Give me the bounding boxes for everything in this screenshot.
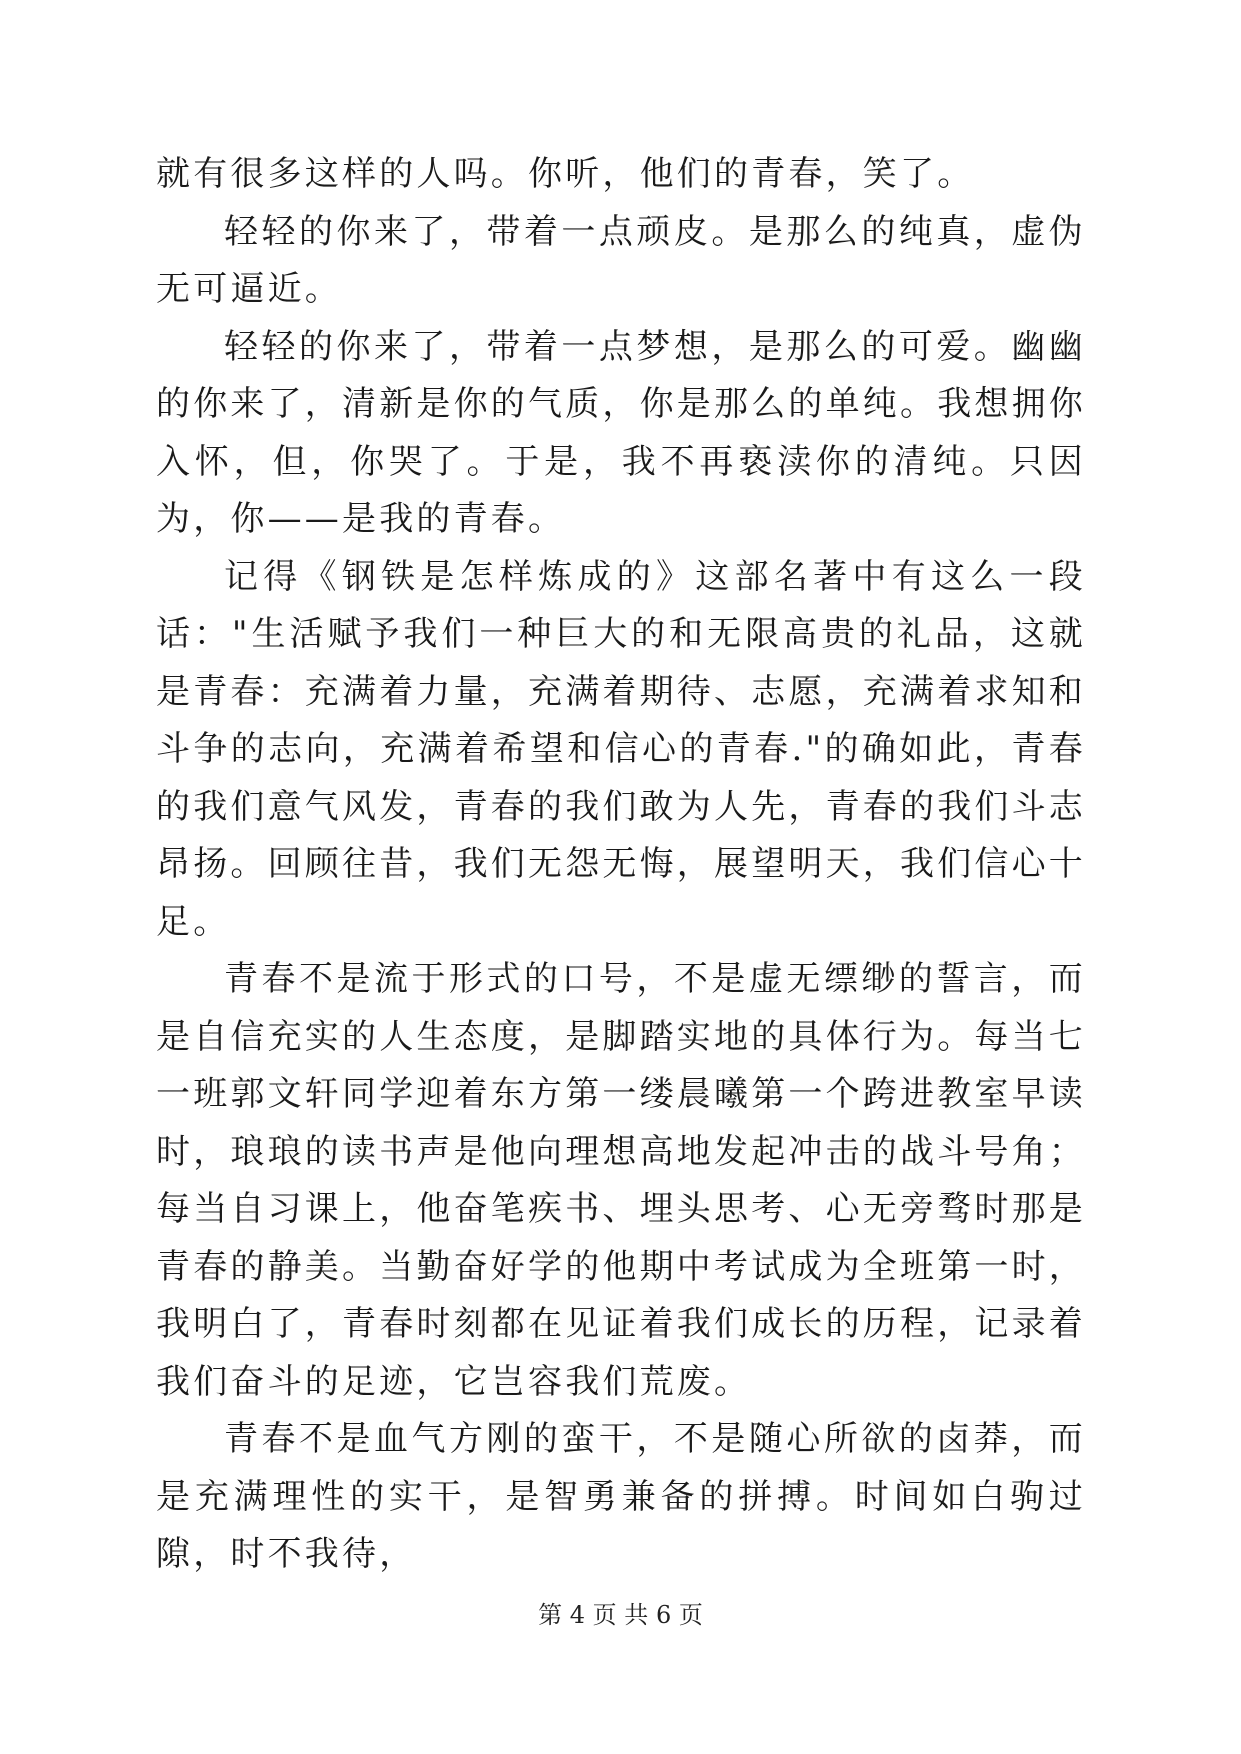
page-number-footer: 第 4 页 共 6 页 <box>538 1601 703 1629</box>
paragraph-3: 轻轻的你来了，带着一点梦想，是那么的可爱。幽幽的你来了，清新是你的气质，你是那么的单纯。我想拥你入怀，但，你哭了。于是，我不再亵渎你的清纯。只因为，你——是我的青春。 <box>156 326 1086 539</box>
paragraph-1: 就有很多这样的人吗。你听，他们的青春，笑了。 <box>156 154 975 194</box>
paragraph-4: 记得《钢铁是怎样炼成的》这部名著中有这么一段话："生活赋予我们一种巨大的和无限高贵的礼品，这就是青春：充满着力量，充满着期待、志愿，充满着求知和斗争的志向，充满着希望和信心的青春."的确如此，青春的我们意气风发，青春的我们敢为人先，青春的我们斗志昂扬。回顾往昔，我们无怨无悔，展望明天，我们信心十足。 <box>156 556 1086 942</box>
paragraph-2: 轻轻的你来了，带着一点顽皮。是那么的纯真，虚伪无可逼近。 <box>156 211 1086 309</box>
paragraph-5: 青春不是流于形式的口号，不是虚无缥缈的誓言，而是自信充实的人生态度，是脚踏实地的具体行为。每当七一班郭文轩同学迎着东方第一缕晨曦第一个跨进教室早读时，琅琅的读书声是他向理想高地发起冲击的战斗号角；每当自习课上，他奋笔疾书、埋头思考、心无旁骛时那是青春的静美。当勤奋好学的他期中考试成为全班第一时，我明白了，青春时刻都在见证着我们成长的历程，记录着我们奋斗的足迹，它岂容我们荒废。 <box>156 959 1086 1402</box>
paragraph-6: 青春不是血气方刚的蛮干，不是随心所欲的卤莽，而是充满理性的实干，是智勇兼备的拼搏。时间如白驹过隙，时不我待， <box>156 1419 1086 1574</box>
document-body <box>156 146 1086 1584</box>
